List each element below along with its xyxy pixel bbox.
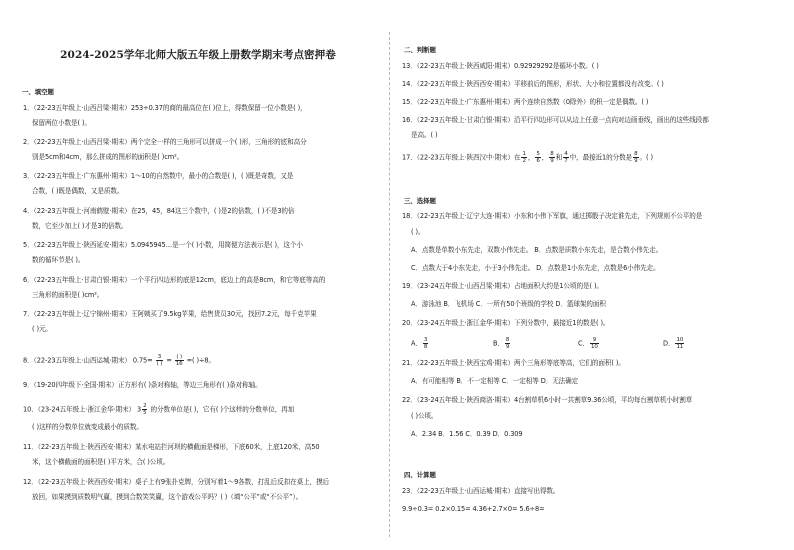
question-1-line-1: 1．（22-23五年级上·山西吕梁·期末）253÷0.37的商的最高位在( )位上，得数保留一位小数是( )， xyxy=(23,104,307,112)
q20-c-label: C． xyxy=(578,339,589,348)
q20-d-num: 10 xyxy=(676,337,684,343)
question-12-line-1: 12．（22-23五年级上·陕西西安·期末）桌子上有9张扑克牌，分别写着1～9各数，打乱后反扣在桌上，摸后 xyxy=(23,478,330,486)
question-18-line-2: ( )。 xyxy=(411,228,425,236)
left-column xyxy=(20,0,376,550)
column-divider xyxy=(389,32,390,537)
q17-b-den: 6 xyxy=(536,158,540,164)
q20-c-den: 10 xyxy=(591,344,598,350)
section-heading-fill: 一、填空题 xyxy=(22,88,54,96)
q20-d-fraction xyxy=(675,337,684,350)
q17-frac-a xyxy=(521,151,526,164)
question-22-line-2: ( )公顷。 xyxy=(411,412,438,420)
question-13: 13．（22-23五年级上·陕西咸阳·期末）0.92929292是循环小数。( ) xyxy=(402,62,599,70)
q20-option-c xyxy=(578,337,663,350)
question-5-line-1: 5．（22-23五年级上·陕西延安·期末）5.0945945…是一个( )小数，用简便方法表示是( )，这个小 xyxy=(23,241,303,249)
question-17: 17．（22-23五年级上·陕西汉中·期末）在 $\frac{1}{2}$ ， $\frac{5}{6}$ ， $\frac{8}{9}$ 和 $\frac{4}{7}$ 中，最接近1的分数是 $\frac{8}{9}$ 。( ) xyxy=(402,151,653,164)
q17-a-den: 2 xyxy=(522,158,526,164)
q8-tail: =( )÷8。 xyxy=(186,356,215,365)
question-4-line-1: 4．（22-23五年级上·河南鹤壁·期末）在25，45，84这三个数中，( )是2的倍数，( )不是3的倍 xyxy=(23,207,295,215)
q17-frac-d xyxy=(563,151,568,164)
question-11-line-1: 11．（22-23五年级上·陕西西安·期末）某水电站拦河坝的横截面是梯形，下底60米，上底120米，高50 xyxy=(23,443,320,451)
question-22-options: A．2.34 B．1.56 C．0.39 D．0.309 xyxy=(411,430,523,438)
q20-option-b xyxy=(493,337,578,350)
q8-fraction-1 xyxy=(156,354,164,367)
q17-end: 。( ) xyxy=(639,153,653,162)
q10-denominator: 5 xyxy=(143,410,147,416)
q20-c-fraction xyxy=(590,337,599,350)
document-title: 2024-2025学年北师大版五年级上册数学期末考点密押卷 xyxy=(60,49,336,61)
q17-d-den: 7 xyxy=(564,158,568,164)
q17-frac-e xyxy=(633,151,638,164)
q20-d-label: D． xyxy=(663,339,675,348)
question-21: 21．（22-23五年级上·陕西宝鸡·期末）两个三角形等底等高，它们的面积( )。 xyxy=(402,359,625,367)
q17-lead: 17．（22-23五年级上·陕西汉中·期末）在 xyxy=(402,153,521,162)
q17-e-den: 9 xyxy=(634,158,638,164)
question-16-line-2: 是高。( ) xyxy=(411,131,438,139)
q20-a-den: 8 xyxy=(423,344,428,350)
question-15: 15．（22-23五年级上·广东惠州·期末）两个连续自然数（0除外）的积一定是偶数。( ) xyxy=(402,98,649,106)
q8-frac2-denominator: 16 xyxy=(175,361,183,367)
question-20-options xyxy=(411,337,685,350)
q10-tail: 的分数单位是( )，它有( )个这样的分数单位，再加 xyxy=(150,405,295,414)
q20-b-fraction xyxy=(505,337,510,350)
question-10-lead: 10．（23-24五年级上·浙江金华·期末） xyxy=(23,405,135,414)
q17-b-num: 5 xyxy=(536,151,540,157)
q20-option-a xyxy=(411,337,493,350)
question-23: 23．（22-23五年级上·山西运城·期末）直接写出得数。 xyxy=(402,487,560,495)
q17-frac-b xyxy=(535,151,540,164)
q8-frac2-numerator: ( ) xyxy=(176,354,183,360)
q20-b-num: 8 xyxy=(505,337,510,343)
q17-frac-c xyxy=(549,151,554,164)
section-heading-choice: 三、选择题 xyxy=(404,197,436,205)
question-19-options: A．游泳池 B．飞机场 C．一所有50个班级的学校 D．篮球架的面积 xyxy=(411,300,606,308)
q10-numerator: 2 xyxy=(143,403,147,409)
question-11-line-2: 米，这个横截面的面积是( )平方米，合( )公顷。 xyxy=(32,458,170,466)
question-10-line-2: ( )这样的分数单位就变成最小的质数。 xyxy=(32,423,143,431)
q20-b-label: B． xyxy=(493,339,504,348)
q20-a-label: A． xyxy=(411,339,422,348)
question-21-options: A．有可能相等 B．不一定相等 C．一定相等 D．无法确定 xyxy=(411,377,579,385)
q17-c-den: 9 xyxy=(550,158,554,164)
question-5-line-2: 数的循环节是( )。 xyxy=(32,256,85,264)
right-column xyxy=(402,0,776,550)
question-3-line-2: 合数，( )既是偶数，又是质数。 xyxy=(32,187,124,195)
q17-a-num: 1 xyxy=(522,151,526,157)
question-6-line-1: 6．（22-23五年级上·甘肃白银·期末）一个平行四边形的底是12cm，底边上的高是8cm，和它等底等高的 xyxy=(23,276,326,284)
question-12-line-2: 放回，如果摸到质数明气赢，摸到合数笑笑赢，这个游戏公平吗？( )（填“公平”或“不公平”）。 xyxy=(32,493,303,501)
question-8-lead: 8．（22-23五年级上·山西运城·期末） xyxy=(23,356,131,365)
q20-b-den: 9 xyxy=(505,344,510,350)
question-2-line-2: 别是5cm和4cm，那么拼成的图形的面积是( )cm²。 xyxy=(32,153,184,161)
question-18-options-ab: A．点数是单数小东先走，双数小伟先走。 B．点数是质数小东先走，是合数小伟先走。 xyxy=(411,246,663,254)
question-9: 9．（19-20四年级下·全国·期末）正方形有( )条对称轴，等边三角形有( )条对称轴。 xyxy=(23,381,262,389)
question-22-line-1: 22．（23-24五年级上·陕西商洛·期末）4台割草机6小时一共割草9.36公顷，平均每台割草机小时割草 xyxy=(402,396,693,404)
question-20: 20．（23-24五年级上·浙江金华·期末）下列分数中，最接近1的数是( )。 xyxy=(402,319,610,327)
question-16-line-1: 16．（22-23五年级上·甘肃白银·期末）沿平行四边形可以从边上任意一点向对边画垂线，画出的这些线段都 xyxy=(402,116,709,124)
question-1-line-2: 保留两位小数是( )。 xyxy=(32,119,91,127)
question-7-line-1: 7．（22-23五年级上·辽宁锦州·期末）王阿姨买了9.5kg苹果，给售货员30元，找回7.2元，每千克苹果 xyxy=(23,310,317,318)
question-10-line-1 xyxy=(23,403,294,416)
q20-option-d xyxy=(663,337,685,350)
question-8 xyxy=(23,354,215,367)
q8-prefix: 0.75= xyxy=(132,356,153,365)
q20-c-num: 9 xyxy=(590,337,599,344)
q10-whole: 3 xyxy=(136,405,142,414)
question-23-expressions: 9.9÷0.3= 0.2×0.15= 4.36+2.7×0= 5.6÷8= xyxy=(402,505,545,513)
question-19: 19．（23-24五年级上·山西吕梁·期末）占地面积大约是1公顷的是( )。 xyxy=(402,282,603,290)
q17-e-num: 8 xyxy=(634,151,638,157)
question-4-line-2: 数，它至少加上( )才是3的倍数。 xyxy=(32,222,128,230)
q8-fraction-2 xyxy=(175,354,184,367)
q20-d-den: 11 xyxy=(676,344,684,350)
question-6-line-2: 三角形的面积是( )cm²。 xyxy=(32,291,104,299)
q17-d-num: 4 xyxy=(564,151,568,157)
question-18-line-1: 18．（22-23五年级上·辽宁大连·期末）小东和小伟下军旗，通过掷骰子决定谁先走，下列规则不公平的是 xyxy=(402,212,703,220)
q17-c-num: 8 xyxy=(550,151,554,157)
q17-mid: 中，最接近1的分数是 xyxy=(569,153,633,162)
q20-a-num: 3 xyxy=(423,337,428,343)
section-heading-judge: 二、判断题 xyxy=(404,46,436,54)
question-2-line-1: 2．（22-23五年级上·山西吕梁·期末）两个完全一样的三角形可以拼成一个( )形，三角形的底和高分 xyxy=(23,138,307,146)
q8-frac1-numerator: 3 xyxy=(156,354,164,361)
question-7-line-2: ( )元。 xyxy=(32,325,52,333)
question-14: 14．（22-23五年级上·陕西西安·期末）平移前后的图形，形状、大小和位置都没有改变。( ) xyxy=(402,80,664,88)
q8-frac1-denominator: ( ) xyxy=(156,361,163,367)
question-3-line-1: 3．（22-23五年级上·广东惠州·期末）1～10的自然数中，最小的合数是( )，( )既是奇数，又是 xyxy=(23,172,294,180)
question-18-options-cd: C．点数大于4小东先走，小于3小伟先走。 D．点数是1小东先走，点数是6小伟先走。 xyxy=(411,264,660,272)
q10-fraction xyxy=(142,403,147,416)
q8-equals: = xyxy=(166,356,172,365)
q20-a-fraction xyxy=(423,337,428,350)
section-heading-calc: 四、计算题 xyxy=(404,471,436,479)
